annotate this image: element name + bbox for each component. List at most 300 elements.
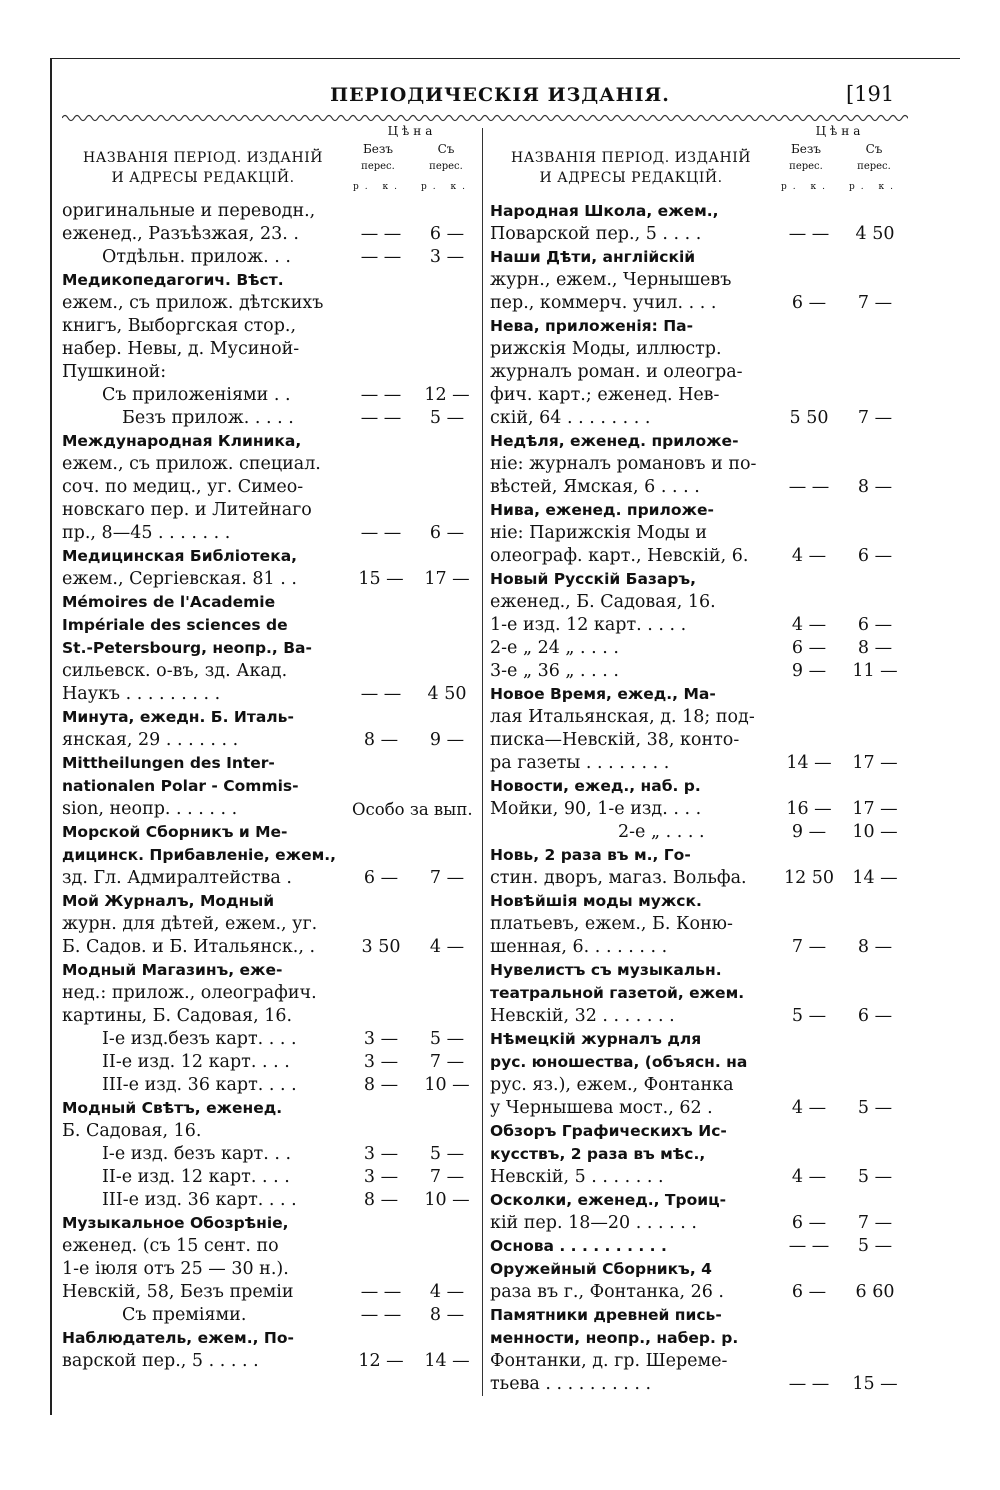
- entry-line: [62, 1143, 480, 1166]
- price-with-postage: 6 —: [429, 224, 465, 244]
- entry-line: [490, 246, 908, 269]
- publication-title: Наши Дѣти, англійскій: [490, 248, 696, 266]
- publication-title: Международная Клиника,: [62, 432, 302, 450]
- price-without-postage: 3 —: [363, 1029, 399, 1049]
- publication-title: Народная Школа, ежем.,: [490, 202, 719, 220]
- publication-title: Mittheilungen des Inter-: [62, 754, 275, 772]
- entry-line: [62, 844, 480, 867]
- entry-line: [62, 591, 480, 614]
- price-with-postage: 7 —: [857, 293, 893, 313]
- price-without-postage: — —: [788, 1374, 830, 1394]
- price-note: Особо за вып.: [352, 800, 473, 819]
- publication-title: Морской Сборникъ и Ме-: [62, 823, 288, 841]
- entry-line: [490, 706, 908, 729]
- price-without-postage: — —: [788, 1236, 830, 1256]
- entry-text: журн. для дѣтей, ежем., уг.: [62, 914, 318, 934]
- price-without-postage: — —: [360, 408, 402, 428]
- price-without-postage: 6 —: [791, 1213, 827, 1233]
- entry-line: [62, 683, 480, 706]
- price-without-postage: 6 —: [791, 293, 827, 313]
- price-with-postage: 5 —: [429, 1029, 465, 1049]
- entry-text: вѣстей, Ямская, 6 . . . .: [490, 477, 700, 497]
- publication-title: nationalen Polar - Commis-: [62, 777, 299, 795]
- publication-title: Нувелистъ съ музыкальн.: [490, 961, 722, 979]
- price-without-postage: 6 —: [791, 1282, 827, 1302]
- price-without-postage: 8 —: [363, 730, 399, 750]
- column-header-title: [490, 148, 772, 188]
- price-without-postage: 9 —: [791, 822, 827, 842]
- entry-line: [62, 752, 480, 775]
- entry-text: ежем., съ прилож. дѣтскихъ: [62, 293, 324, 313]
- entry-line: [62, 246, 480, 269]
- price-header: Цѣна: [815, 124, 865, 138]
- entry-line: [490, 1143, 908, 1166]
- entry-line: [490, 338, 908, 361]
- publication-title: кусствъ, 2 раза въ мѣс.,: [490, 1145, 706, 1163]
- currency-units: р. к.: [421, 182, 471, 192]
- entry-text: у Чернышева мост., 62 .: [490, 1098, 713, 1118]
- entry-text: Невскій, 5 . . . . . . .: [490, 1167, 664, 1187]
- entry-line: [62, 1005, 480, 1028]
- entry-text: Б. Садов. и Б. Итальянск., .: [62, 937, 316, 957]
- entry-line: [490, 1074, 908, 1097]
- entry-text: II-е изд. 12 карт. . . .: [102, 1167, 290, 1187]
- price-with-postage: 5 —: [429, 408, 465, 428]
- publication-title: театральной газетой, ежем.: [490, 984, 745, 1002]
- price-without-postage: 3 50: [361, 937, 401, 957]
- publication-title: Новое Время, ежед., Ма-: [490, 685, 716, 703]
- entry-line: [490, 292, 908, 315]
- publication-title: Новь, 2 раза въ м., Го-: [490, 846, 691, 864]
- entry-line: [62, 798, 480, 821]
- entry-text: тьева . . . . . . . . . .: [490, 1374, 652, 1394]
- publication-title: Новости, ежед., наб. р.: [490, 777, 701, 795]
- publication-title: Наблюдатель, ежем., По-: [62, 1329, 294, 1347]
- entry-line: [490, 614, 908, 637]
- entry-line: [490, 591, 908, 614]
- entry-line: [62, 568, 480, 591]
- publication-title: Новый Русскій Базаръ,: [490, 570, 697, 588]
- publication-title: Музыкальное Обозрѣніе,: [62, 1214, 289, 1232]
- price-with-postage: 8 —: [857, 638, 893, 658]
- header-address-line: И АДРЕСЫ РЕДАКЦІЙ.: [539, 170, 723, 186]
- entry-text: книгъ, Выборгская стор.,: [62, 316, 297, 336]
- entry-line: [490, 1350, 908, 1373]
- publication-title: Осколки, еженед., Троиц-: [490, 1191, 727, 1209]
- publication-title: Памятники древней пись-: [490, 1306, 722, 1324]
- entry-text: янская, 29 . . . . . . .: [62, 730, 239, 750]
- entry-line: [62, 982, 480, 1005]
- entry-line: [62, 729, 480, 752]
- entry-text: лая Итальянская, д. 18; под-: [490, 707, 755, 727]
- entry-line: [62, 545, 480, 568]
- entry-line: [490, 1373, 908, 1396]
- entry-line: [62, 1304, 480, 1327]
- entry-line: [490, 476, 908, 499]
- price-without-postage: 15 —: [358, 569, 404, 589]
- entry-line: [490, 1189, 908, 1212]
- price-without-postage: 9 —: [791, 661, 827, 681]
- entry-text: ніе: Парижскія Моды и: [490, 523, 708, 543]
- price-with-postage: 15 —: [852, 1374, 898, 1394]
- price-with-postage: 9 —: [429, 730, 465, 750]
- entry-line: [490, 752, 908, 775]
- entry-text: Пушкиной:: [62, 362, 167, 382]
- entry-line: [62, 1120, 480, 1143]
- entry-text: ніе: журналъ романовъ и по-: [490, 454, 757, 474]
- price-with-postage: 7 —: [429, 1052, 465, 1072]
- entry-text: 2-е „ . . . .: [618, 822, 705, 842]
- entry-text: журналъ роман. и олеогра-: [490, 362, 743, 382]
- entry-text: раза въ г., Фонтанка, 26 .: [490, 1282, 724, 1302]
- entry-line: [62, 315, 480, 338]
- entry-line: [490, 223, 908, 246]
- entry-line: [490, 936, 908, 959]
- postage-label: перес.: [857, 161, 891, 172]
- entry-line: [490, 453, 908, 476]
- price-without-postage: — —: [360, 1282, 402, 1302]
- price-with-postage: 5 —: [429, 1144, 465, 1164]
- publication-title: Основа . . . . . . . . . .: [490, 1237, 667, 1255]
- entry-line: [490, 361, 908, 384]
- price-without-postage: 7 —: [791, 937, 827, 957]
- entry-line: [490, 1235, 908, 1258]
- entry-line: [62, 867, 480, 890]
- entry-line: [490, 913, 908, 936]
- entry-text: варской пер., 5 . . . . .: [62, 1351, 259, 1371]
- entry-line: [490, 683, 908, 706]
- publication-title: Нева, приложенія: Па-: [490, 317, 694, 335]
- entry-text: 3-е „ 36 „ . . . .: [490, 661, 619, 681]
- entry-text: ра газеты . . . . . . . .: [490, 753, 670, 773]
- price-without-postage: 5 —: [791, 1006, 827, 1026]
- price-without-postage: 14 —: [786, 753, 832, 773]
- entry-line: [490, 1258, 908, 1281]
- price-header: Цѣна: [387, 124, 437, 138]
- entry-text: II-е изд. 12 карт. . . .: [102, 1052, 290, 1072]
- entry-text: фич. карт.; еженед. Нев-: [490, 385, 720, 405]
- currency-units: р. к.: [353, 182, 403, 192]
- entry-text: 1-е іюля отъ 25 — 30 н.).: [62, 1259, 289, 1279]
- right-column: [490, 122, 908, 1396]
- publication-title: Нѣмецкій журналъ для: [490, 1030, 702, 1048]
- entry-line: [62, 936, 480, 959]
- entry-line: [490, 1281, 908, 1304]
- entry-line: [490, 568, 908, 591]
- entry-line: [490, 200, 908, 223]
- entry-text: рижскія Моды, иллюстр.: [490, 339, 722, 359]
- entry-text: новскаго пер. и Литейнаго: [62, 500, 312, 520]
- entry-text: ежем., съ прилож. специал.: [62, 454, 321, 474]
- publication-title: Оружейный Сборникъ, 4: [490, 1260, 712, 1278]
- price-with-postage: 8 —: [857, 477, 893, 497]
- header-name-line: НАЗВАНІЯ ПЕРІОД. ИЗДАНІЙ: [83, 150, 323, 166]
- price-without-postage: 4 —: [791, 546, 827, 566]
- price-with-postage: 14 —: [852, 868, 898, 888]
- entry-line: [490, 1166, 908, 1189]
- entry-text: скій, 64 . . . . . . . .: [490, 408, 651, 428]
- price-without-postage: — —: [788, 477, 830, 497]
- entry-line: [62, 660, 480, 683]
- entry-line: [62, 775, 480, 798]
- publication-title: Минута, ежедн. Б. Италь-: [62, 708, 294, 726]
- entry-line: [490, 729, 908, 752]
- entry-line: [490, 407, 908, 430]
- entry-text: Наукъ . . . . . . . . .: [62, 684, 221, 704]
- entry-line: [490, 890, 908, 913]
- price-with-postage: 17 —: [424, 569, 470, 589]
- entry-text: Съ преміями.: [122, 1305, 247, 1325]
- publication-title: Mémoires de l'Academie: [62, 593, 276, 611]
- entry-line: [490, 1005, 908, 1028]
- price-with-postage: 5 —: [857, 1167, 893, 1187]
- entry-text: кій пер. 18—20 . . . . . .: [490, 1213, 697, 1233]
- price-with-postage: 17 —: [852, 753, 898, 773]
- entry-text: Невскій, 32 . . . . . . .: [490, 1006, 675, 1026]
- entry-line: [490, 545, 908, 568]
- price-with-postage: 10 —: [852, 822, 898, 842]
- price-with-postage: 17 —: [852, 799, 898, 819]
- column-divider: [482, 128, 483, 1396]
- entry-line: [490, 499, 908, 522]
- column-header: [490, 122, 908, 200]
- entry-line: [62, 1281, 480, 1304]
- entry-line: [490, 775, 908, 798]
- price-without-postage: 4 —: [791, 615, 827, 635]
- publication-title: Обзоръ Графическихъ Ис-: [490, 1122, 727, 1140]
- entry-line: [490, 315, 908, 338]
- price-with-postage: 10 —: [424, 1075, 470, 1095]
- entry-text: олеограф. карт., Невскій, 6.: [490, 546, 749, 566]
- entry-line: [490, 1327, 908, 1350]
- left-entries: [62, 200, 480, 1373]
- price-without-postage: 4 —: [791, 1167, 827, 1187]
- entry-text: 1-е изд. 12 карт. . . . .: [490, 615, 687, 635]
- entry-line: [62, 821, 480, 844]
- entry-line: [490, 1120, 908, 1143]
- entry-text: соч. по медиц., уг. Симео-: [62, 477, 304, 497]
- entry-line: [62, 637, 480, 660]
- entry-line: [62, 200, 480, 223]
- price-with-postage: 7 —: [857, 408, 893, 428]
- entry-line: [62, 614, 480, 637]
- price-without-postage: 3 —: [363, 1144, 399, 1164]
- publication-title: менности, неопр., набер. р.: [490, 1329, 739, 1347]
- entry-text: пер., коммерч. учил. . . .: [490, 293, 717, 313]
- entry-text: 2-е „ 24 „ . . . .: [490, 638, 619, 658]
- entry-text: шенная, 6. . . . . . . .: [490, 937, 668, 957]
- left-column: [62, 122, 480, 1373]
- publication-title: Новѣйшія моды мужск.: [490, 892, 702, 910]
- entry-text: III-е изд. 36 карт. . . .: [102, 1075, 297, 1095]
- entry-line: [62, 407, 480, 430]
- price-without-postage: 12 —: [358, 1351, 404, 1371]
- entry-line: [62, 384, 480, 407]
- publication-title: Мой Журналъ, Модный: [62, 892, 275, 910]
- entry-line: [62, 1074, 480, 1097]
- price-without-postage: 16 —: [786, 799, 832, 819]
- entry-line: [490, 798, 908, 821]
- entry-line: [62, 1051, 480, 1074]
- entry-text: sion, неопр. . . . . . .: [62, 799, 238, 819]
- price-without-postage: — —: [360, 385, 402, 405]
- header-name-line: НАЗВАНІЯ ПЕРІОД. ИЗДАНІЙ: [511, 150, 751, 166]
- page-number: [191: [846, 82, 895, 106]
- entry-text: Фонтанки, д. гр. Шереме-: [490, 1351, 728, 1371]
- publication-title: рус. юношества, (объясн. на: [490, 1053, 748, 1071]
- price-without-postage: 12 50: [783, 868, 835, 888]
- entry-text: Б. Садовая, 16.: [62, 1121, 202, 1141]
- right-entries: [490, 200, 908, 1396]
- entry-line: [62, 430, 480, 453]
- entry-text: набер. Невы, д. Мусиной-: [62, 339, 300, 359]
- entry-line: [62, 338, 480, 361]
- publication-title: дицинск. Прибавленіе, ежем.,: [62, 846, 337, 864]
- entry-text: журн., ежем., Чернышевъ: [490, 270, 732, 290]
- entry-line: [490, 1051, 908, 1074]
- entry-line: [62, 1350, 480, 1373]
- price-with-postage: 14 —: [424, 1351, 470, 1371]
- entry-text: пр., 8—45 . . . . . . .: [62, 523, 231, 543]
- postage-label: перес.: [361, 161, 395, 172]
- entry-text: Мойки, 90, 1-е изд. . . .: [490, 799, 702, 819]
- price-with-postage: 6 —: [857, 546, 893, 566]
- entry-line: [62, 1235, 480, 1258]
- entry-text: рус. яз.), ежем., Фонтанка: [490, 1075, 734, 1095]
- publication-title: Медикопедагогич. Вѣст.: [62, 271, 284, 289]
- price-with-postage: 8 —: [429, 1305, 465, 1325]
- entry-text: писка—Невскій, 38, конто-: [490, 730, 740, 750]
- entry-line: [62, 1212, 480, 1235]
- publication-title: St.-Petersbourg, неопр., Ва-: [62, 639, 312, 657]
- currency-units: р. к.: [849, 182, 899, 192]
- price-with-postage: 5 —: [857, 1236, 893, 1256]
- price-without-postage: 3 —: [363, 1167, 399, 1187]
- entry-line: [62, 292, 480, 315]
- price-with-postage: 5 —: [857, 1098, 893, 1118]
- entry-line: [490, 1304, 908, 1327]
- entry-text: еженед., Б. Садовая, 16.: [490, 592, 716, 612]
- entry-text: Невскій, 58, Безъ преміи: [62, 1282, 294, 1302]
- publication-title: Модный Свѣтъ, еженед.: [62, 1099, 283, 1117]
- entry-line: [490, 821, 908, 844]
- publication-title: Нива, еженед. приложе-: [490, 501, 714, 519]
- entry-line: [490, 384, 908, 407]
- entry-text: платьевъ, ежем., Б. Коню-: [490, 914, 733, 934]
- entry-text: еженед., Разъѣзжая, 23. .: [62, 224, 299, 244]
- entry-line: [490, 660, 908, 683]
- price-without-postage: 4 —: [791, 1098, 827, 1118]
- entry-text: I-е изд. безъ карт. . .: [102, 1144, 292, 1164]
- price-without-postage: 6 —: [363, 868, 399, 888]
- entry-text: картины, Б. Садовая, 16.: [62, 1006, 293, 1026]
- running-header: ПЕРІОДИЧЕСКІЯ ИЗДАНІЯ.: [330, 84, 670, 106]
- entry-line: [490, 867, 908, 890]
- entry-text: Съ приложеніями . .: [102, 385, 291, 405]
- price-without-postage: 8 —: [363, 1190, 399, 1210]
- entry-text: Поварской пер., 5 . . . .: [490, 224, 702, 244]
- entry-text: стин. дворъ, магаз. Вольфа.: [490, 868, 747, 888]
- price-without-postage: 6 —: [791, 638, 827, 658]
- entry-line: [490, 522, 908, 545]
- price-without-postage: — —: [360, 224, 402, 244]
- price-with-postage: 6 —: [857, 1006, 893, 1026]
- entry-line: [62, 269, 480, 292]
- publication-title: Медицинская Библіотека,: [62, 547, 298, 565]
- price-with-postage: 4 —: [429, 1282, 465, 1302]
- entry-line: [490, 269, 908, 292]
- entry-line: [62, 223, 480, 246]
- price-with-postage: 4 —: [429, 937, 465, 957]
- entry-line: [62, 453, 480, 476]
- price-without-postage: — —: [788, 224, 830, 244]
- price-with-postage: 8 —: [857, 937, 893, 957]
- publication-title: Impériale des sciences de: [62, 616, 288, 634]
- price-without-postage: 3 —: [363, 1052, 399, 1072]
- entry-text: III-е изд. 36 карт. . . .: [102, 1190, 297, 1210]
- entry-text: нед.: прилож., олеографич.: [62, 983, 317, 1003]
- entry-line: [62, 361, 480, 384]
- entry-line: [490, 1028, 908, 1051]
- entry-line: [62, 913, 480, 936]
- header-address-line: И АДРЕСЫ РЕДАКЦІЙ.: [111, 170, 295, 186]
- entry-text: сильевск. о-въ, зд. Акад.: [62, 661, 288, 681]
- entry-line: [62, 706, 480, 729]
- price-without-postage: — —: [360, 247, 402, 267]
- publication-title: Недѣля, еженед. приложе-: [490, 432, 739, 450]
- entry-line: [490, 982, 908, 1005]
- price-with-postage: 7 —: [429, 868, 465, 888]
- entry-text: I-е изд.безъ карт. . . .: [102, 1029, 297, 1049]
- price-with-postage: 4 50: [427, 684, 467, 704]
- entry-line: [62, 499, 480, 522]
- currency-units: р. к.: [781, 182, 831, 192]
- entry-line: [62, 1166, 480, 1189]
- entry-text: Отдѣльн. прилож. . .: [102, 247, 291, 267]
- with-postage-header: Съ: [437, 142, 455, 156]
- price-with-postage: 4 50: [855, 224, 895, 244]
- price-without-postage: 5 50: [789, 408, 829, 428]
- price-with-postage: 10 —: [424, 1190, 470, 1210]
- entry-line: [62, 1189, 480, 1212]
- column-header: [62, 122, 480, 200]
- entry-line: [62, 1258, 480, 1281]
- price-with-postage: 3 —: [429, 247, 465, 267]
- price-without-postage: 8 —: [363, 1075, 399, 1095]
- price-with-postage: 6 —: [429, 523, 465, 543]
- postage-label: перес.: [789, 161, 823, 172]
- entry-line: [62, 522, 480, 545]
- entry-line: [62, 890, 480, 913]
- entry-line: [62, 476, 480, 499]
- price-with-postage: 6 —: [857, 615, 893, 635]
- column-header-title: [62, 148, 344, 188]
- price-with-postage: 6 60: [855, 1282, 895, 1302]
- entry-line: [490, 1212, 908, 1235]
- entry-line: [62, 1097, 480, 1120]
- entry-line: [62, 1327, 480, 1350]
- entry-text: ежем., Сергіевская. 81 . .: [62, 569, 297, 589]
- price-without-postage: — —: [360, 523, 402, 543]
- entry-line: [490, 430, 908, 453]
- price-with-postage: 11 —: [852, 661, 898, 681]
- entry-text: оригинальные и переводн.,: [62, 201, 316, 221]
- publication-title: Модный Магазинъ, еже-: [62, 961, 283, 979]
- entry-line: [62, 959, 480, 982]
- with-postage-header: Съ: [865, 142, 883, 156]
- price-with-postage: 7 —: [857, 1213, 893, 1233]
- price-without-postage: — —: [360, 1305, 402, 1325]
